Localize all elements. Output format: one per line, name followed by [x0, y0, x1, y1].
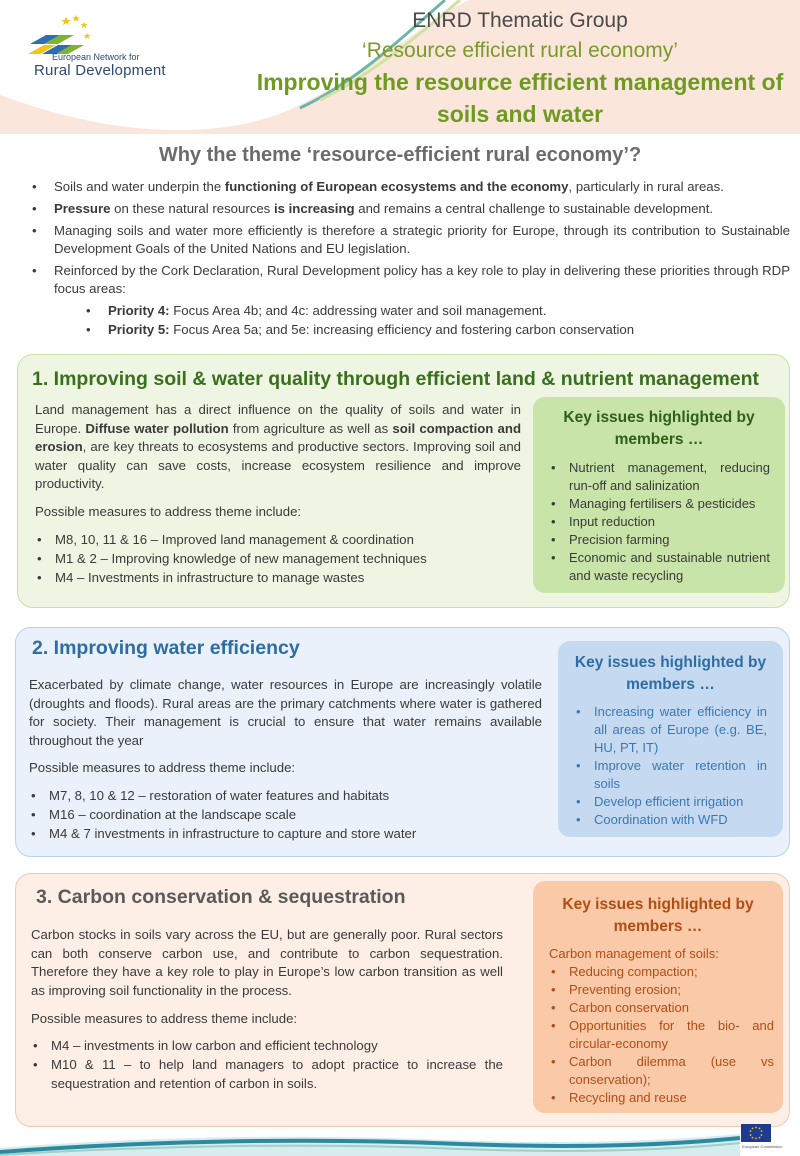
- measure-item: • M1 & 2 – Improving knowledge of new management techniques: [35, 549, 525, 568]
- key-item: • Input reduction: [549, 513, 770, 531]
- why-bullets: [30, 178, 790, 343]
- logo-line1: European Network for: [52, 52, 140, 62]
- section2-paragraph: Exacerbated by climate change, water resources in Europe are increasingly volatile (droughts and floods). Rural areas are the primary catchments where water is gathered for society. Their management is crucial to ensure that water remains available throughout the year: [29, 677, 542, 748]
- logo-line2: Rural Development: [34, 62, 166, 79]
- key-item: • Managing fertilisers & pesticides: [549, 495, 770, 513]
- header-group: ENRD Thematic Group: [412, 9, 628, 32]
- section1-paragraph: Land management has a direct influence on the quality of soils and water in Europe. Diffuse water pollution from agriculture as well as soil compaction and erosion, are key threats to ecosystems and productive sectors. Improving soil and water quality can save costs, increase ecosystem resilience and improve productivity.: [35, 402, 522, 492]
- measure-item: • M10 & 11 – to help land managers to adopt practice to increase the sequestration and retention of carbon in soils.: [31, 1055, 503, 1093]
- key-item: • Nutrient management, reducing run-off and salinization: [549, 459, 770, 495]
- key-item: • Coordination with WFD: [574, 811, 767, 829]
- priority-list: [54, 302, 790, 339]
- why-bullet-3: • Managing soils and water more efficiently is therefore a strategic priority for Europe, through its contribution to Sustainable Development Goals of the United Nations and EU legislation.: [30, 222, 790, 258]
- section1-key-title: Key issues highlighted by members …: [563, 409, 755, 448]
- section1-key-list: [549, 459, 770, 585]
- measure-item: • M7, 8, 10 & 12 – restoration of water features and habitats: [29, 786, 539, 805]
- measure-item: • M4 – Investments in infrastructure to manage wastes: [35, 568, 525, 587]
- section2-measures: [29, 786, 539, 843]
- key-item: • Develop efficient irrigation: [574, 793, 767, 811]
- eu-flag-icon: [741, 1124, 771, 1142]
- why-bullet-2: • Pressure on these natural resources is increasing and remains a central challenge to sustainable development.: [30, 200, 790, 218]
- section3-key-list: [549, 963, 774, 1107]
- key-item: • Improve water retention in soils: [574, 757, 767, 793]
- priority-4: • Priority 4: Focus Area 4b; and 4c: addressing water and soil management.: [84, 302, 790, 320]
- why-title: Why the theme ‘resource-efficient rural economy’?: [158, 144, 642, 166]
- header-subtitle: ‘Resource efficient rural economy’: [362, 39, 678, 62]
- key-item: • Precision farming: [549, 531, 770, 549]
- section2-measures-label: Possible measures to address theme include:: [29, 760, 296, 775]
- key-item: • Increasing water efficiency in all areas of Europe (e.g. BE, HU, PT, IT): [574, 703, 767, 757]
- header-title: Improving the resource efficient management of soils and water: [256, 69, 784, 127]
- measure-item: • M8, 10, 11 & 16 – Improved land management & coordination: [35, 530, 525, 549]
- section2-key-list: [574, 703, 767, 829]
- key-item: • Opportunities for the bio- and circular-economy: [549, 1017, 774, 1053]
- key-item: • Carbon conservation: [549, 999, 774, 1017]
- eu-label: European Commission: [742, 1144, 783, 1149]
- section3-key-intro: Carbon management of soils:: [549, 946, 719, 961]
- key-item: • Reducing compaction;: [549, 963, 774, 981]
- eu-stars-icon: [741, 1124, 771, 1142]
- section2-title: 2. Improving water efficiency: [32, 637, 300, 659]
- section3-key-title: Key issues highlighted by members …: [562, 896, 754, 935]
- footer-wave-decoration: [0, 1118, 800, 1156]
- measure-item: • M16 – coordination at the landscape scale: [29, 805, 539, 824]
- section2-key-title: Key issues highlighted by members …: [574, 654, 767, 693]
- section1-title: 1. Improving soil & water quality through efficient land & nutrient management: [32, 368, 759, 390]
- section3-paragraph: Carbon stocks in soils vary across the EU, but are generally poor. Rural sectors can both conserve carbon use, and contribute to carbon sequestration. Therefore they have a key role to play in Europe’s low carbon transition as well as improving soil functionality in the process.: [31, 927, 503, 998]
- key-item: • Economic and sustainable nutrient and waste recycling: [549, 549, 770, 585]
- key-item: • Preventing erosion;: [549, 981, 774, 999]
- measure-item: • M4 – investments in low carbon and efficient technology: [31, 1036, 503, 1055]
- section1-measures-label: Possible measures to address theme include:: [35, 504, 302, 519]
- measure-item: • M4 & 7 investments in infrastructure to capture and store water: [29, 824, 539, 843]
- section3-measures: [31, 1036, 503, 1093]
- priority-5: • Priority 5: Focus Area 5a; and 5e: increasing efficiency and fostering carbon conservation: [84, 321, 790, 339]
- section1-measures: [35, 530, 525, 587]
- section3-measures-label: Possible measures to address theme include:: [31, 1011, 298, 1026]
- key-item: • Recycling and reuse: [549, 1089, 774, 1107]
- why-bullet-4: • Reinforced by the Cork Declaration, Rural Development policy has a key role to play in delivering these priorities through RDP focus areas: • Priority 4: Focus Area 4b; and 4c: addressing water and soil management. • Priority 5: Focus Area 5a; and 5e: increasing efficiency and fostering carbon conservation: [30, 262, 790, 339]
- section3-title: 3. Carbon conservation & sequestration: [36, 886, 406, 908]
- why-bullet-1: • Soils and water underpin the functioning of European ecosystems and the economy, particularly in rural areas.: [30, 178, 790, 196]
- key-item: • Carbon dilemma (use vs conservation);: [549, 1053, 774, 1089]
